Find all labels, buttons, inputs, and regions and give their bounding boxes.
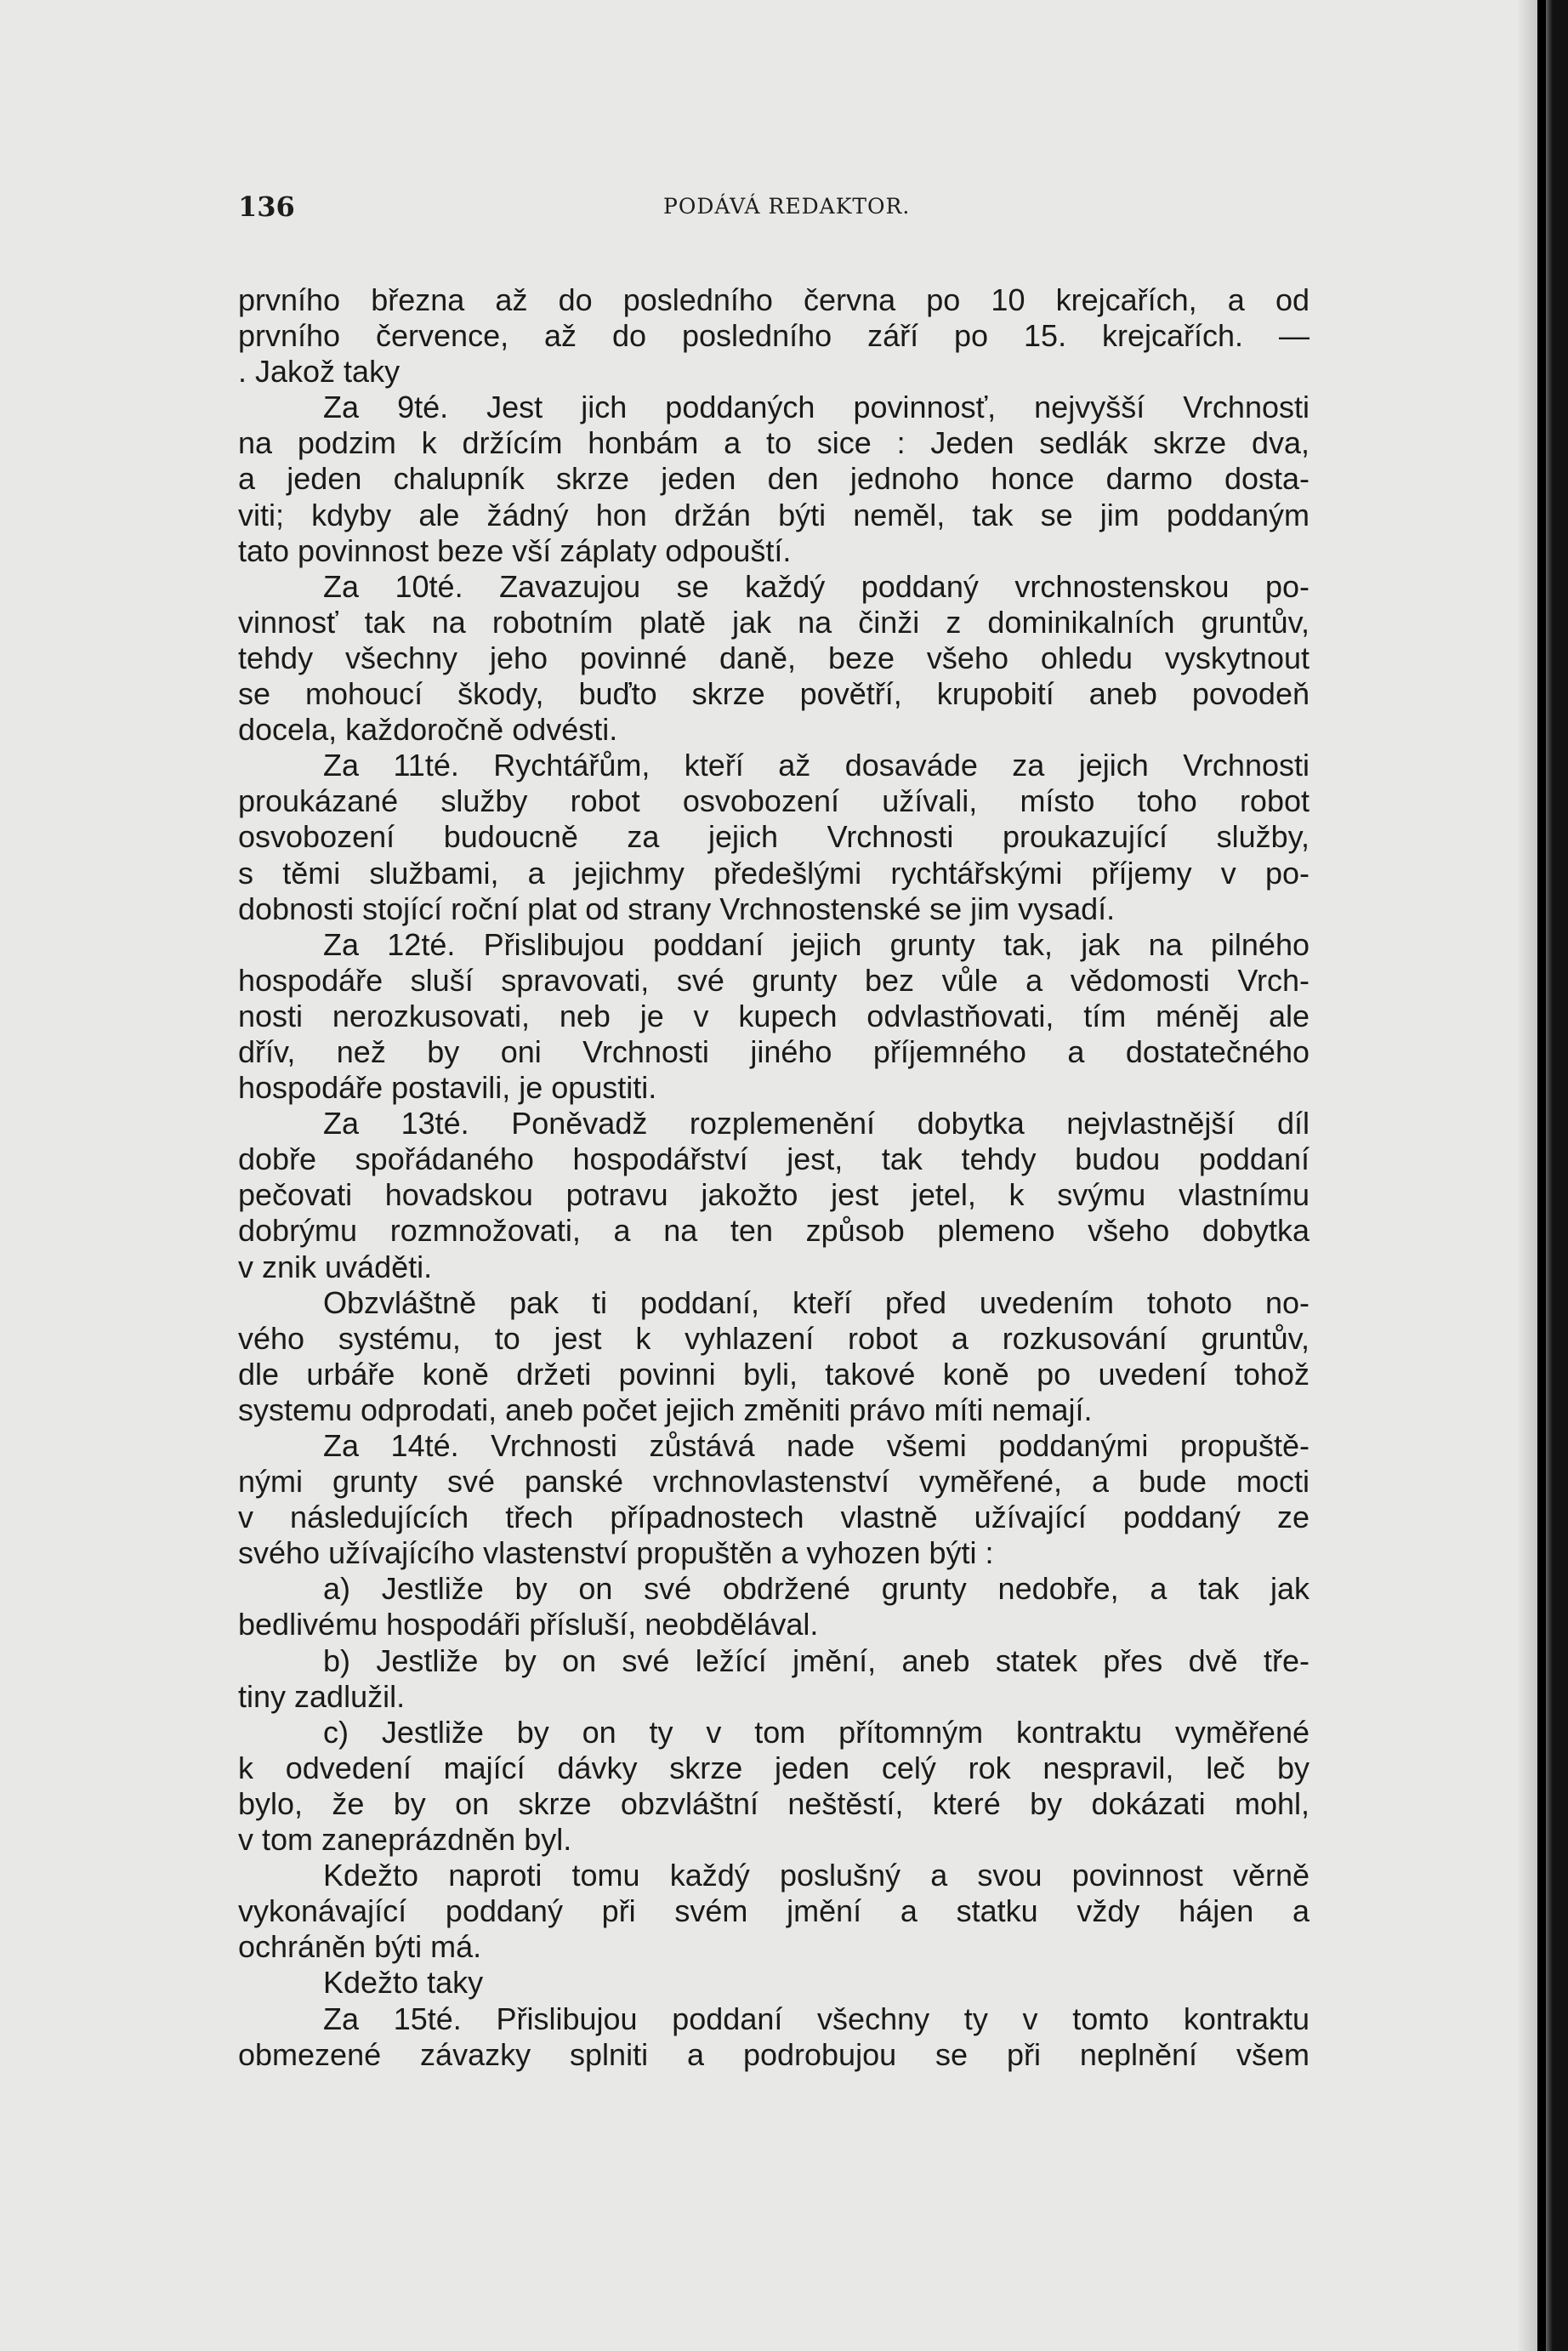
text-line: vého systému, to jest k vyhlazení robot a rozkusování gruntův, (238, 1320, 1310, 1356)
text-line: Za 15té. Přislibujou poddaní všechny ty v tomto kontraktu (323, 2001, 1310, 2036)
page-number: 136 (238, 191, 295, 223)
text-line: se mohoucí škody, buďto skrze povětří, krupobití aneb povodeň (238, 676, 1310, 712)
running-head: PODÁVÁ REDAKTOR. (663, 194, 911, 219)
text-line: obmezené závazky splniti a podrobujou se při neplnění všem (238, 2036, 1310, 2072)
page-header (238, 191, 1310, 233)
text-line: b) Jestliže by on své ležící jmění, aneb statek přes dvě tře- (323, 1642, 1310, 1678)
text-line: nosti nerozkusovati, neb je v kupech odvlastňovati, tím méněj ale (238, 998, 1310, 1033)
text-line: hospodáře sluší spravovati, své grunty bez vůle a vědomosti Vrch- (238, 962, 1310, 998)
text-line: tiny zadlužil. (238, 1678, 406, 1714)
text-line: osvobození budoucně za jejich Vrchnosti proukazující služby, (238, 819, 1310, 855)
text-line: prvního března až do posledního června po 10 krejcařích, a od (238, 282, 1310, 317)
text-line: tehdy všechny jeho povinné daně, beze všeho ohledu vyskytnout (238, 640, 1310, 675)
text-line: Za 10té. Zavazujou se každý poddaný vrchnostenskou po- (323, 568, 1310, 604)
text-line: v znik uváděti. (238, 1249, 433, 1284)
text-line: tato povinnost beze vší záplaty odpouští. (238, 532, 792, 568)
text-line: prvního července, až do posledního září po 15. krejcařích. — (238, 318, 1310, 354)
text-line: svého užívajícího vlastenství propuštěn a vyhozen býti : (238, 1535, 994, 1571)
text-line: k odvedení mající dávky skrze jeden celý rok nespravil, leč by (238, 1750, 1310, 1785)
text-line: a jeden chalupník skrze jeden den jednoho honce darmo dosta- (238, 461, 1310, 497)
text-line: dřív, než by oni Vrchnosti jiného příjemného a dostatečného (238, 1033, 1310, 1069)
text-line: vinnosť tak na robotním platě jak na činži z dominikalních gruntův, (238, 604, 1310, 640)
text-line: Za 9té. Jest jich poddaných povinnosť, nejvyšší Vrchnosti (323, 390, 1310, 425)
text-line: Za 11té. Rychtářům, kteří až dosaváde za jejich Vrchnosti (323, 748, 1310, 783)
text-line: viti; kdyby ale žádný hon držán býti neměl, tak se jim poddaným (238, 497, 1310, 532)
text-line: na podzim k držícím honbám a to sice : Jeden sedlák skrze dva, (238, 425, 1310, 461)
text-line: Kdežto naproti tomu každý poslušný a svou povinnost věrně (323, 1858, 1310, 1893)
text-line: a) Jestliže by on své obdržené grunty nedobře, a tak jak (323, 1571, 1310, 1607)
text-line: Obzvláštně pak ti poddaní, kteří před uvedením tohoto no- (323, 1284, 1310, 1320)
text-line: c) Jestliže by on ty v tom přítomným kontraktu vyměřené (323, 1714, 1310, 1750)
text-line: Za 14té. Vrchnosti zůstává nade všemi poddanými propuště- (323, 1428, 1310, 1463)
text-line: Za 13té. Poněvadž rozplemenění dobytka nejvlastnější díl (323, 1106, 1310, 1141)
text-line: . Jakož taky (238, 354, 401, 390)
text-line: vykonávající poddaný při svém jmění a statku vždy hájen a (238, 1893, 1310, 1929)
text-line: systemu odprodati, aneb počet jejich změniti právo míti nemají. (238, 1392, 1093, 1427)
text-line: dobře spořádaného hospodářství jest, tak tehdy budou poddaní (238, 1141, 1310, 1177)
page-edge-line (1537, 0, 1546, 2351)
text-line: hospodáře postavili, je opustiti. (238, 1070, 657, 1106)
text-line: nými grunty své panské vrchnovlastenství vyměřené, a bude mocti (238, 1464, 1310, 1500)
text-line: dobnosti stojící roční plat od strany Vrchnostenské se jim vysadí. (238, 891, 1116, 926)
text-line: dle urbáře koně držeti povinni byli, takové koně po uvedení tohož (238, 1356, 1310, 1392)
text-line: bylo, že by on skrze obzvláštní neštěstí, které by dokázati mohl, (238, 1785, 1310, 1821)
text-line: pečovati hovadskou potravu jakožto jest jetel, k svýmu vlastnímu (238, 1177, 1310, 1213)
text-line: dobrýmu rozmnožovati, a na ten způsob plemeno všeho dobytka (238, 1213, 1310, 1249)
text-line: proukázané služby robot osvobození užívali, místo toho robot (238, 783, 1310, 819)
text-line: Kdežto taky (323, 1965, 484, 2001)
text-line: s těmi službami, a jejichmy předešlými rychtářskými příjemy v po- (238, 855, 1310, 891)
text-line: Za 12té. Přislibujou poddaní jejich grunty tak, jak na pilného (323, 926, 1310, 962)
text-line: docela, každoročně odvésti. (238, 712, 618, 748)
body-text (238, 282, 1310, 2073)
text-line: v následujících třech případnostech vlastně užívající poddaný ze (238, 1500, 1310, 1535)
text-line: bedlivému hospodáři přísluší, neobdělával. (238, 1607, 819, 1642)
text-line: v tom zaneprázdněn byl. (238, 1822, 572, 1858)
text-line: ochráněn býti má. (238, 1929, 482, 1965)
